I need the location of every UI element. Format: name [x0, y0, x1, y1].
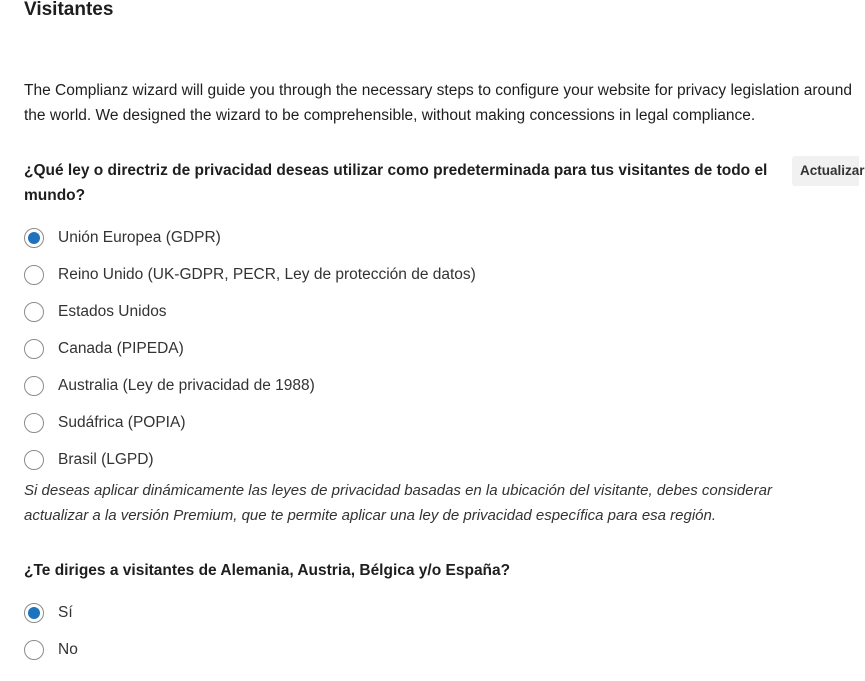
radio-option-us[interactable]	[24, 293, 476, 330]
upgrade-badge[interactable]: Actualizar	[792, 156, 859, 186]
target-countries-question: ¿Te diriges a visitantes de Alemania, Austria, Bélgica y/o España?	[24, 562, 511, 579]
radio-option-brazil[interactable]	[24, 441, 476, 478]
radio-option-australia[interactable]	[24, 367, 476, 404]
radio-option-yes[interactable]	[24, 594, 78, 631]
radio-label: Canada (PIPEDA)	[58, 339, 184, 357]
radio-button[interactable]	[24, 413, 44, 433]
radio-button[interactable]	[24, 640, 44, 660]
radio-button[interactable]	[24, 228, 44, 248]
radio-option-south-africa[interactable]	[24, 404, 476, 441]
radio-label: Sudáfrica (POPIA)	[58, 413, 186, 431]
radio-label: Reino Unido (UK-GDPR, PECR, Ley de protección de datos)	[58, 265, 476, 283]
radio-label: Australia (Ley de privacidad de 1988)	[58, 376, 315, 394]
radio-button[interactable]	[24, 376, 44, 396]
radio-option-uk-gdpr[interactable]	[24, 256, 476, 293]
radio-option-eu-gdpr[interactable]	[24, 219, 476, 256]
radio-button[interactable]	[24, 603, 44, 623]
radio-label: Brasil (LGPD)	[58, 450, 154, 468]
radio-label: Unión Europea (GDPR)	[58, 228, 221, 246]
radio-button[interactable]	[24, 265, 44, 285]
radio-label: No	[58, 640, 78, 658]
target-countries-radio-group	[24, 594, 78, 668]
radio-button[interactable]	[24, 302, 44, 322]
premium-note: Si deseas aplicar dinámicamente las leyes de privacidad basadas en la ubicación del visitante, debes considerar actualizar a la versión Premium, que te permite aplicar una ley de privacidad específica para esa región.	[24, 482, 772, 524]
radio-label: Sí	[58, 603, 73, 621]
intro-text: The Complianz wizard will guide you through the necessary steps to configure your website for privacy legislation around the world. We designed the wizard to be comprehensible, without making concessions in legal compliance.	[24, 82, 852, 124]
radio-button[interactable]	[24, 450, 44, 470]
privacy-law-radio-group	[24, 219, 476, 478]
radio-label: Estados Unidos	[58, 302, 167, 320]
privacy-law-question: ¿Qué ley o directriz de privacidad deseas utilizar como predeterminada para tus visitantes de todo el mundo?	[24, 162, 768, 204]
radio-option-no[interactable]	[24, 631, 78, 668]
radio-button[interactable]	[24, 339, 44, 359]
page-title: Visitantes	[24, 0, 114, 20]
radio-option-canada[interactable]	[24, 330, 476, 367]
